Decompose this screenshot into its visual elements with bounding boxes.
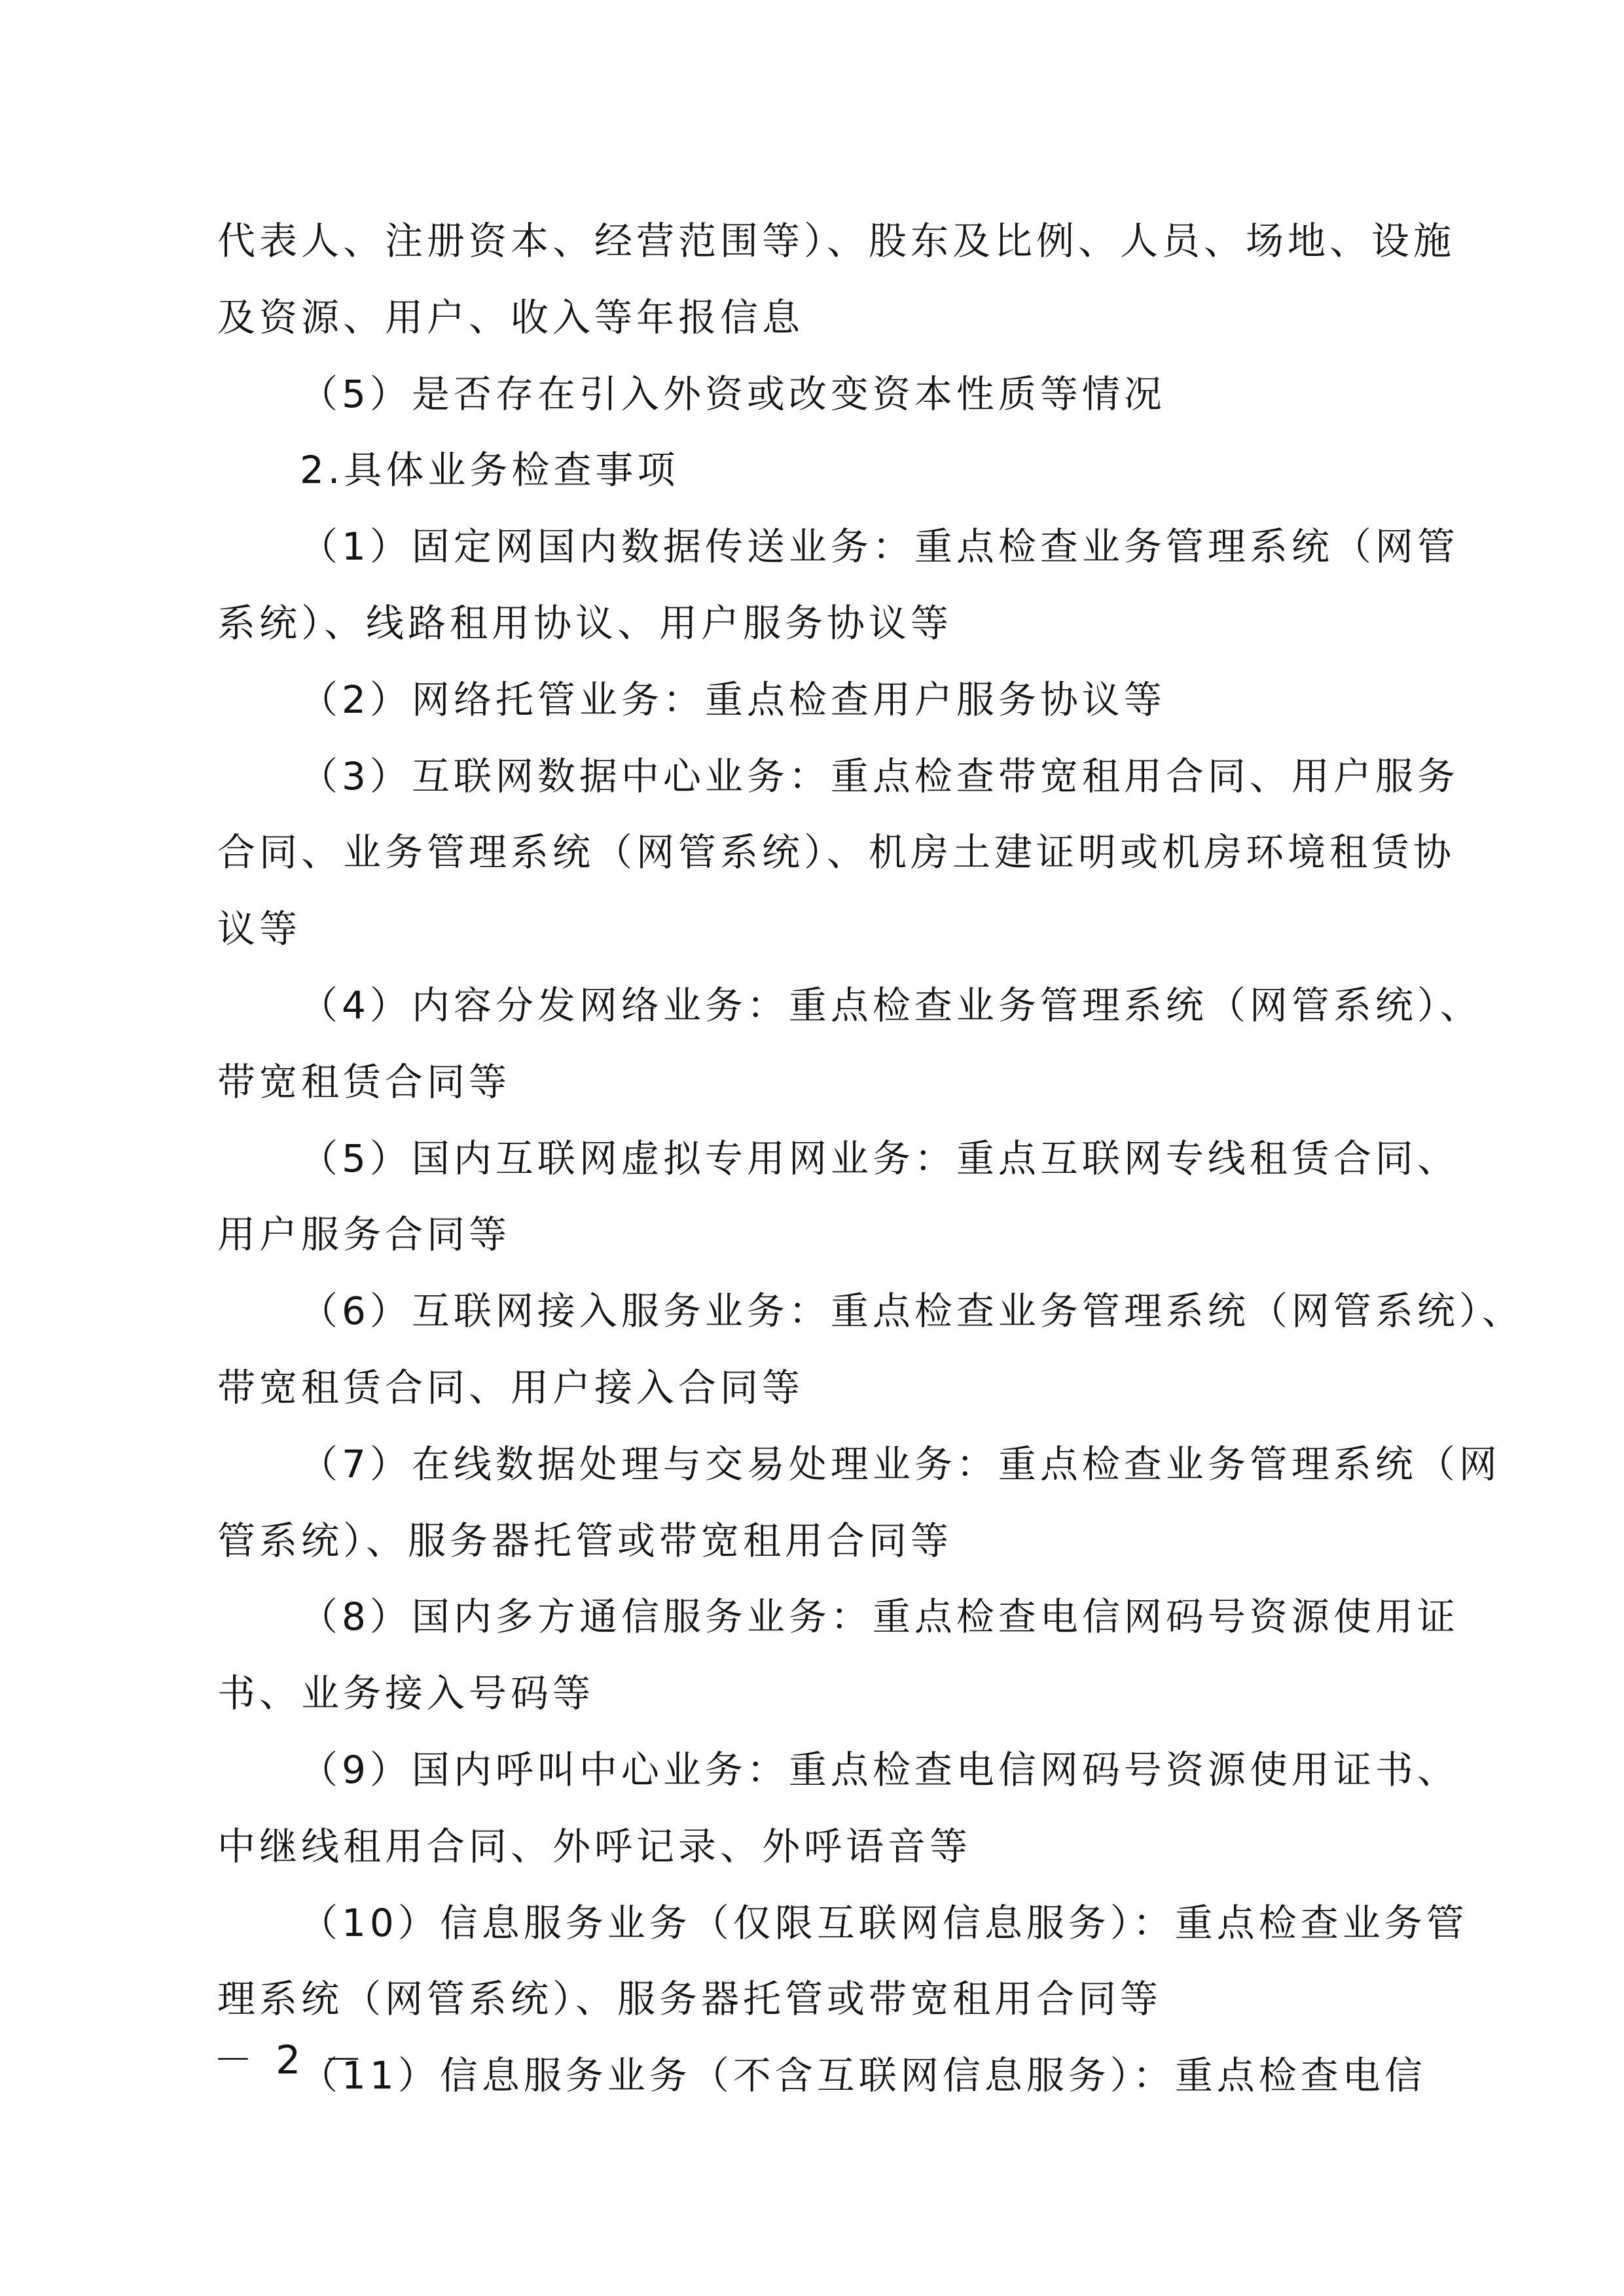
- text-line: 系统）、线路租用协议、用户服务协议等: [217, 600, 953, 645]
- text-line: （5）是否存在引入外资或改变资本性质等情况: [300, 371, 1166, 416]
- document-body: [217, 203, 1524, 2114]
- text-line: （5）国内互联网虚拟专用网业务：重点互联网专线租赁合同、: [300, 1136, 1459, 1181]
- text-line: 带宽租赁合同、用户接入合同等: [217, 1365, 804, 1410]
- text-line: （3）互联网数据中心业务：重点检查带宽租用合同、用户服务: [300, 753, 1459, 798]
- text-line: 合同、业务管理系统（网管系统）、机房土建证明或机房环境租赁协: [217, 830, 1456, 875]
- text-line: （2）网络托管业务：重点检查用户服务协议等: [300, 677, 1166, 722]
- text-line: （11）信息服务业务（不含互联网信息服务）：重点检查电信: [300, 2053, 1426, 2098]
- text-line: 及资源、用户、收入等年报信息: [217, 295, 804, 340]
- text-line: （8）国内多方通信服务业务：重点检查电信网码号资源使用证: [300, 1594, 1459, 1640]
- text-line: 2.具体业务检查事项: [300, 448, 679, 493]
- text-line: 管系统）、服务器托管或带宽租用合同等: [217, 1518, 953, 1563]
- text-line: 中继线租用合同、外呼记录、外呼语音等: [217, 1823, 972, 1869]
- text-line: 议等: [217, 906, 302, 952]
- text-line: （10）信息服务业务（仅限互联网信息服务）：重点检查业务管: [300, 1900, 1468, 1945]
- text-line: 书、业务接入号码等: [217, 1671, 595, 1716]
- text-line: （6）互联网接入服务业务：重点检查业务管理系统（网管系统）、: [300, 1289, 1524, 1334]
- text-line: 带宽租赁合同等: [217, 1059, 511, 1104]
- text-line: 理系统（网管系统）、服务器托管或带宽租用合同等: [217, 1977, 1163, 2022]
- text-line: （7）在线数据处理与交易处理业务：重点检查业务管理系统（网: [300, 1441, 1501, 1486]
- text-line: （1）固定网国内数据传送业务：重点检查业务管理系统（网管: [300, 524, 1459, 569]
- text-line: （4）内容分发网络业务：重点检查业务管理系统（网管系统）、: [300, 982, 1482, 1028]
- text-line: 代表人、注册资本、经营范围等）、股东及比例、人员、场地、设施: [217, 219, 1456, 263]
- text-line: 用户服务合同等: [217, 1212, 511, 1257]
- page-number: － 2 －: [213, 2037, 369, 2083]
- text-line: （9）国内呼叫中心业务：重点检查电信网码号资源使用证书、: [300, 1747, 1459, 1792]
